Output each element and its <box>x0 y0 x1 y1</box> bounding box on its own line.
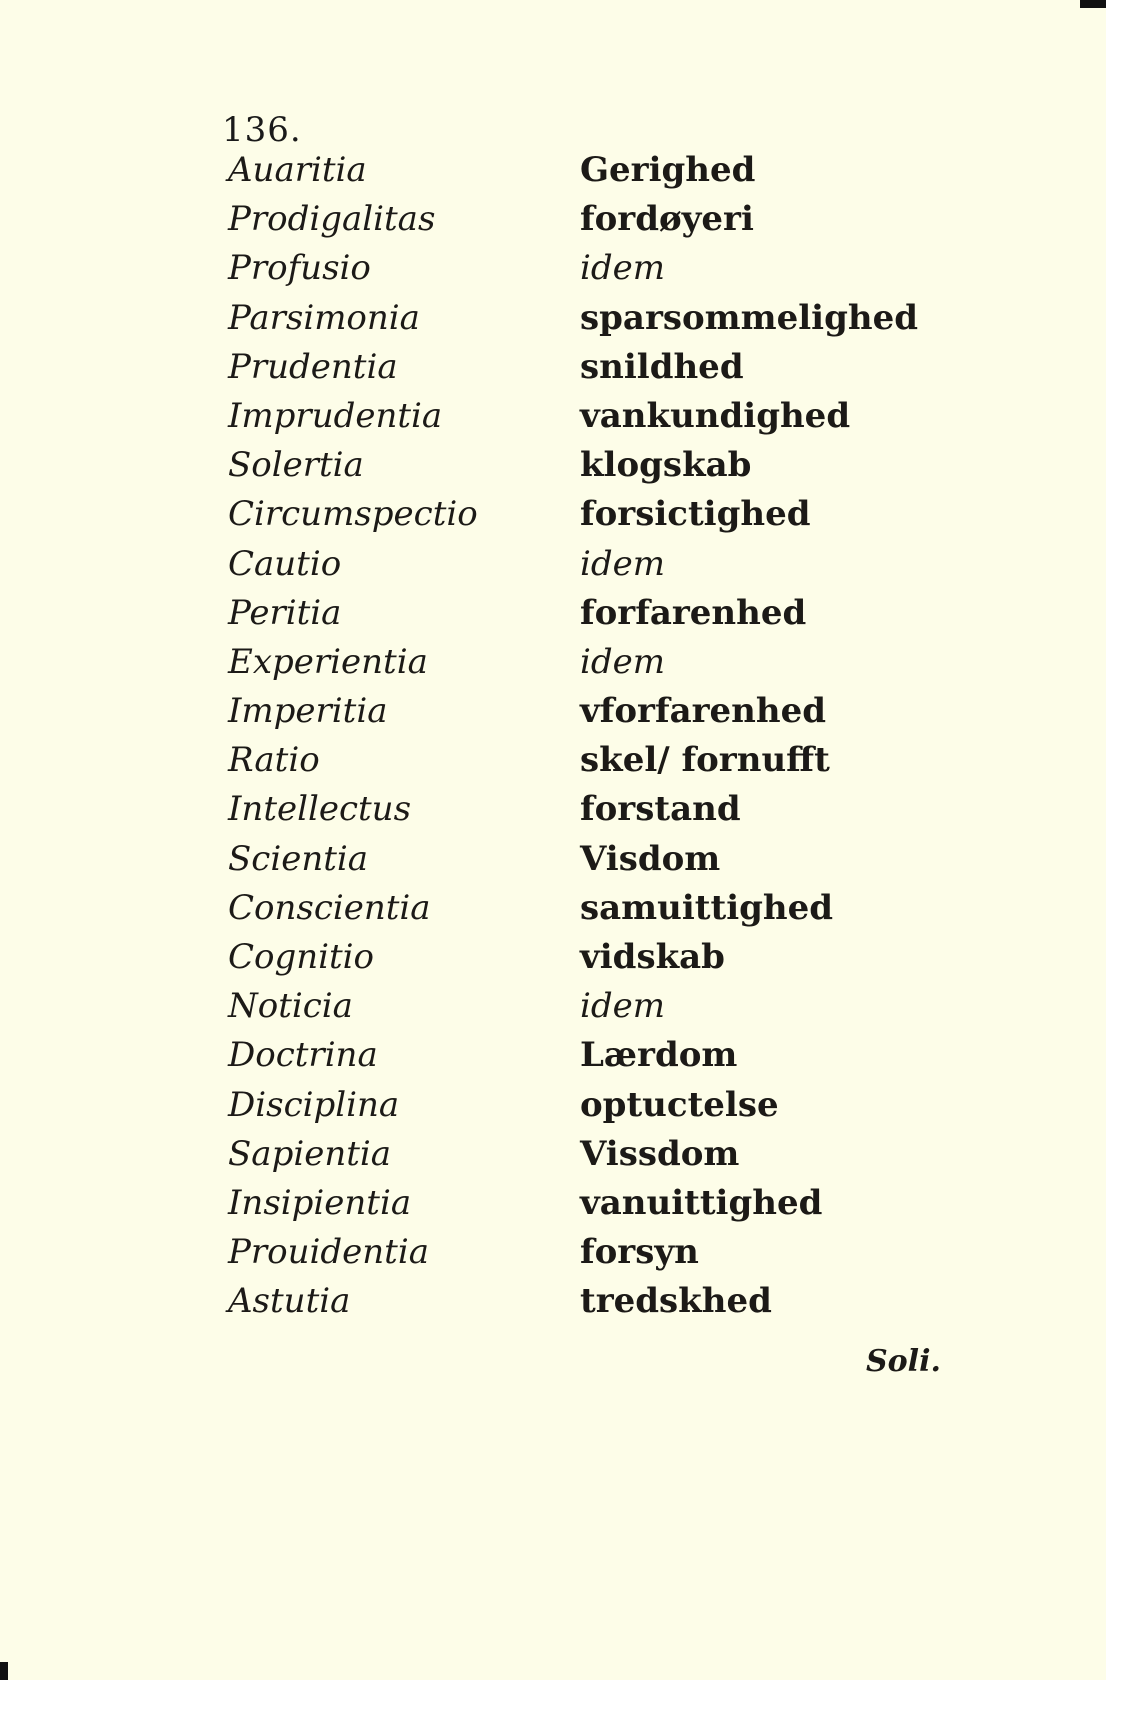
danish-term: idem <box>580 986 665 1027</box>
latin-term: Sapientia <box>228 1133 392 1174</box>
danish-term: forsictighed <box>580 494 811 535</box>
danish-term: fordøyeri <box>580 199 754 240</box>
latin-term: Cautio <box>228 543 342 584</box>
glossary-entry <box>228 1232 928 1281</box>
latin-term: Profusio <box>228 248 371 289</box>
latin-term: Intellectus <box>228 789 412 830</box>
danish-term: skel/ fornufft <box>580 740 830 781</box>
danish-term: forstand <box>580 789 741 830</box>
latin-term: Experientia <box>228 641 428 682</box>
glossary-entry <box>228 593 928 642</box>
latin-term: Circumspectio <box>228 494 478 535</box>
glossary-entry <box>228 789 928 838</box>
danish-term: idem <box>580 641 665 682</box>
latin-term: Doctrina <box>228 1035 378 1076</box>
catchword: Soli. <box>866 1344 941 1379</box>
glossary-entry <box>228 691 928 740</box>
glossary-entry <box>228 642 928 691</box>
glossary-entry <box>228 937 928 986</box>
glossary-entry <box>228 347 928 396</box>
latin-term: Auaritia <box>228 150 367 190</box>
glossary-entry <box>228 298 928 347</box>
scan-edge-mark <box>0 1662 8 1680</box>
glossary-entry <box>228 396 928 445</box>
danish-term: Vissdom <box>580 1133 740 1174</box>
latin-term: Disciplina <box>228 1084 400 1125</box>
danish-term: optuctelse <box>580 1084 779 1125</box>
danish-term: vankundighed <box>580 395 851 436</box>
glossary-entry <box>228 544 928 593</box>
glossary-entry <box>228 248 928 297</box>
latin-term: Prudentia <box>228 346 398 387</box>
danish-term: sparsommelighed <box>580 297 918 338</box>
latin-term: Astutia <box>228 1281 351 1322</box>
latin-term: Ratio <box>228 740 320 781</box>
danish-term: forsyn <box>580 1232 699 1273</box>
latin-term: Prouidentia <box>228 1232 429 1273</box>
glossary-entry <box>228 986 928 1035</box>
glossary-entry <box>228 839 928 888</box>
danish-term: vidskab <box>580 937 725 977</box>
latin-term: Conscientia <box>228 887 431 928</box>
glossary-entry <box>228 1183 928 1232</box>
glossary-entry <box>228 740 928 789</box>
danish-term: samuittighed <box>580 887 834 928</box>
scan-edge-mark <box>1080 0 1106 8</box>
danish-term: snildhed <box>580 346 744 387</box>
glossary-entry <box>228 494 928 543</box>
danish-term: tredskhed <box>580 1281 772 1322</box>
glossary-entry <box>228 199 928 248</box>
latin-term: Insipientia <box>228 1182 412 1223</box>
danish-term: vforfarenhed <box>580 691 827 732</box>
glossary-entry <box>228 445 928 494</box>
page-number: 136. <box>222 110 302 150</box>
latin-term: Imprudentia <box>228 395 443 436</box>
latin-term: Prodigalitas <box>228 199 436 240</box>
latin-term: Parsimonia <box>228 297 420 338</box>
latin-term: Scientia <box>228 838 369 879</box>
glossary-list <box>228 150 928 1331</box>
latin-term: Solertia <box>228 445 364 486</box>
latin-term: Cognitio <box>228 937 375 977</box>
glossary-entry <box>228 1134 928 1183</box>
danish-term: idem <box>580 543 665 584</box>
glossary-entry <box>228 1085 928 1134</box>
latin-term: Peritia <box>228 592 342 633</box>
glossary-entry <box>228 888 928 937</box>
danish-term: Gerighed <box>580 150 756 190</box>
latin-term: Noticia <box>228 986 353 1027</box>
danish-term: Lærdom <box>580 1035 738 1076</box>
danish-term: klogskab <box>580 445 752 486</box>
danish-term: vanuittighed <box>580 1182 823 1223</box>
glossary-entry <box>228 150 928 199</box>
glossary-entry <box>228 1035 928 1084</box>
glossary-entry <box>228 1281 928 1330</box>
danish-term: Visdom <box>580 838 721 879</box>
danish-term: forfarenhed <box>580 592 807 633</box>
latin-term: Imperitia <box>228 691 388 732</box>
danish-term: idem <box>580 248 665 289</box>
